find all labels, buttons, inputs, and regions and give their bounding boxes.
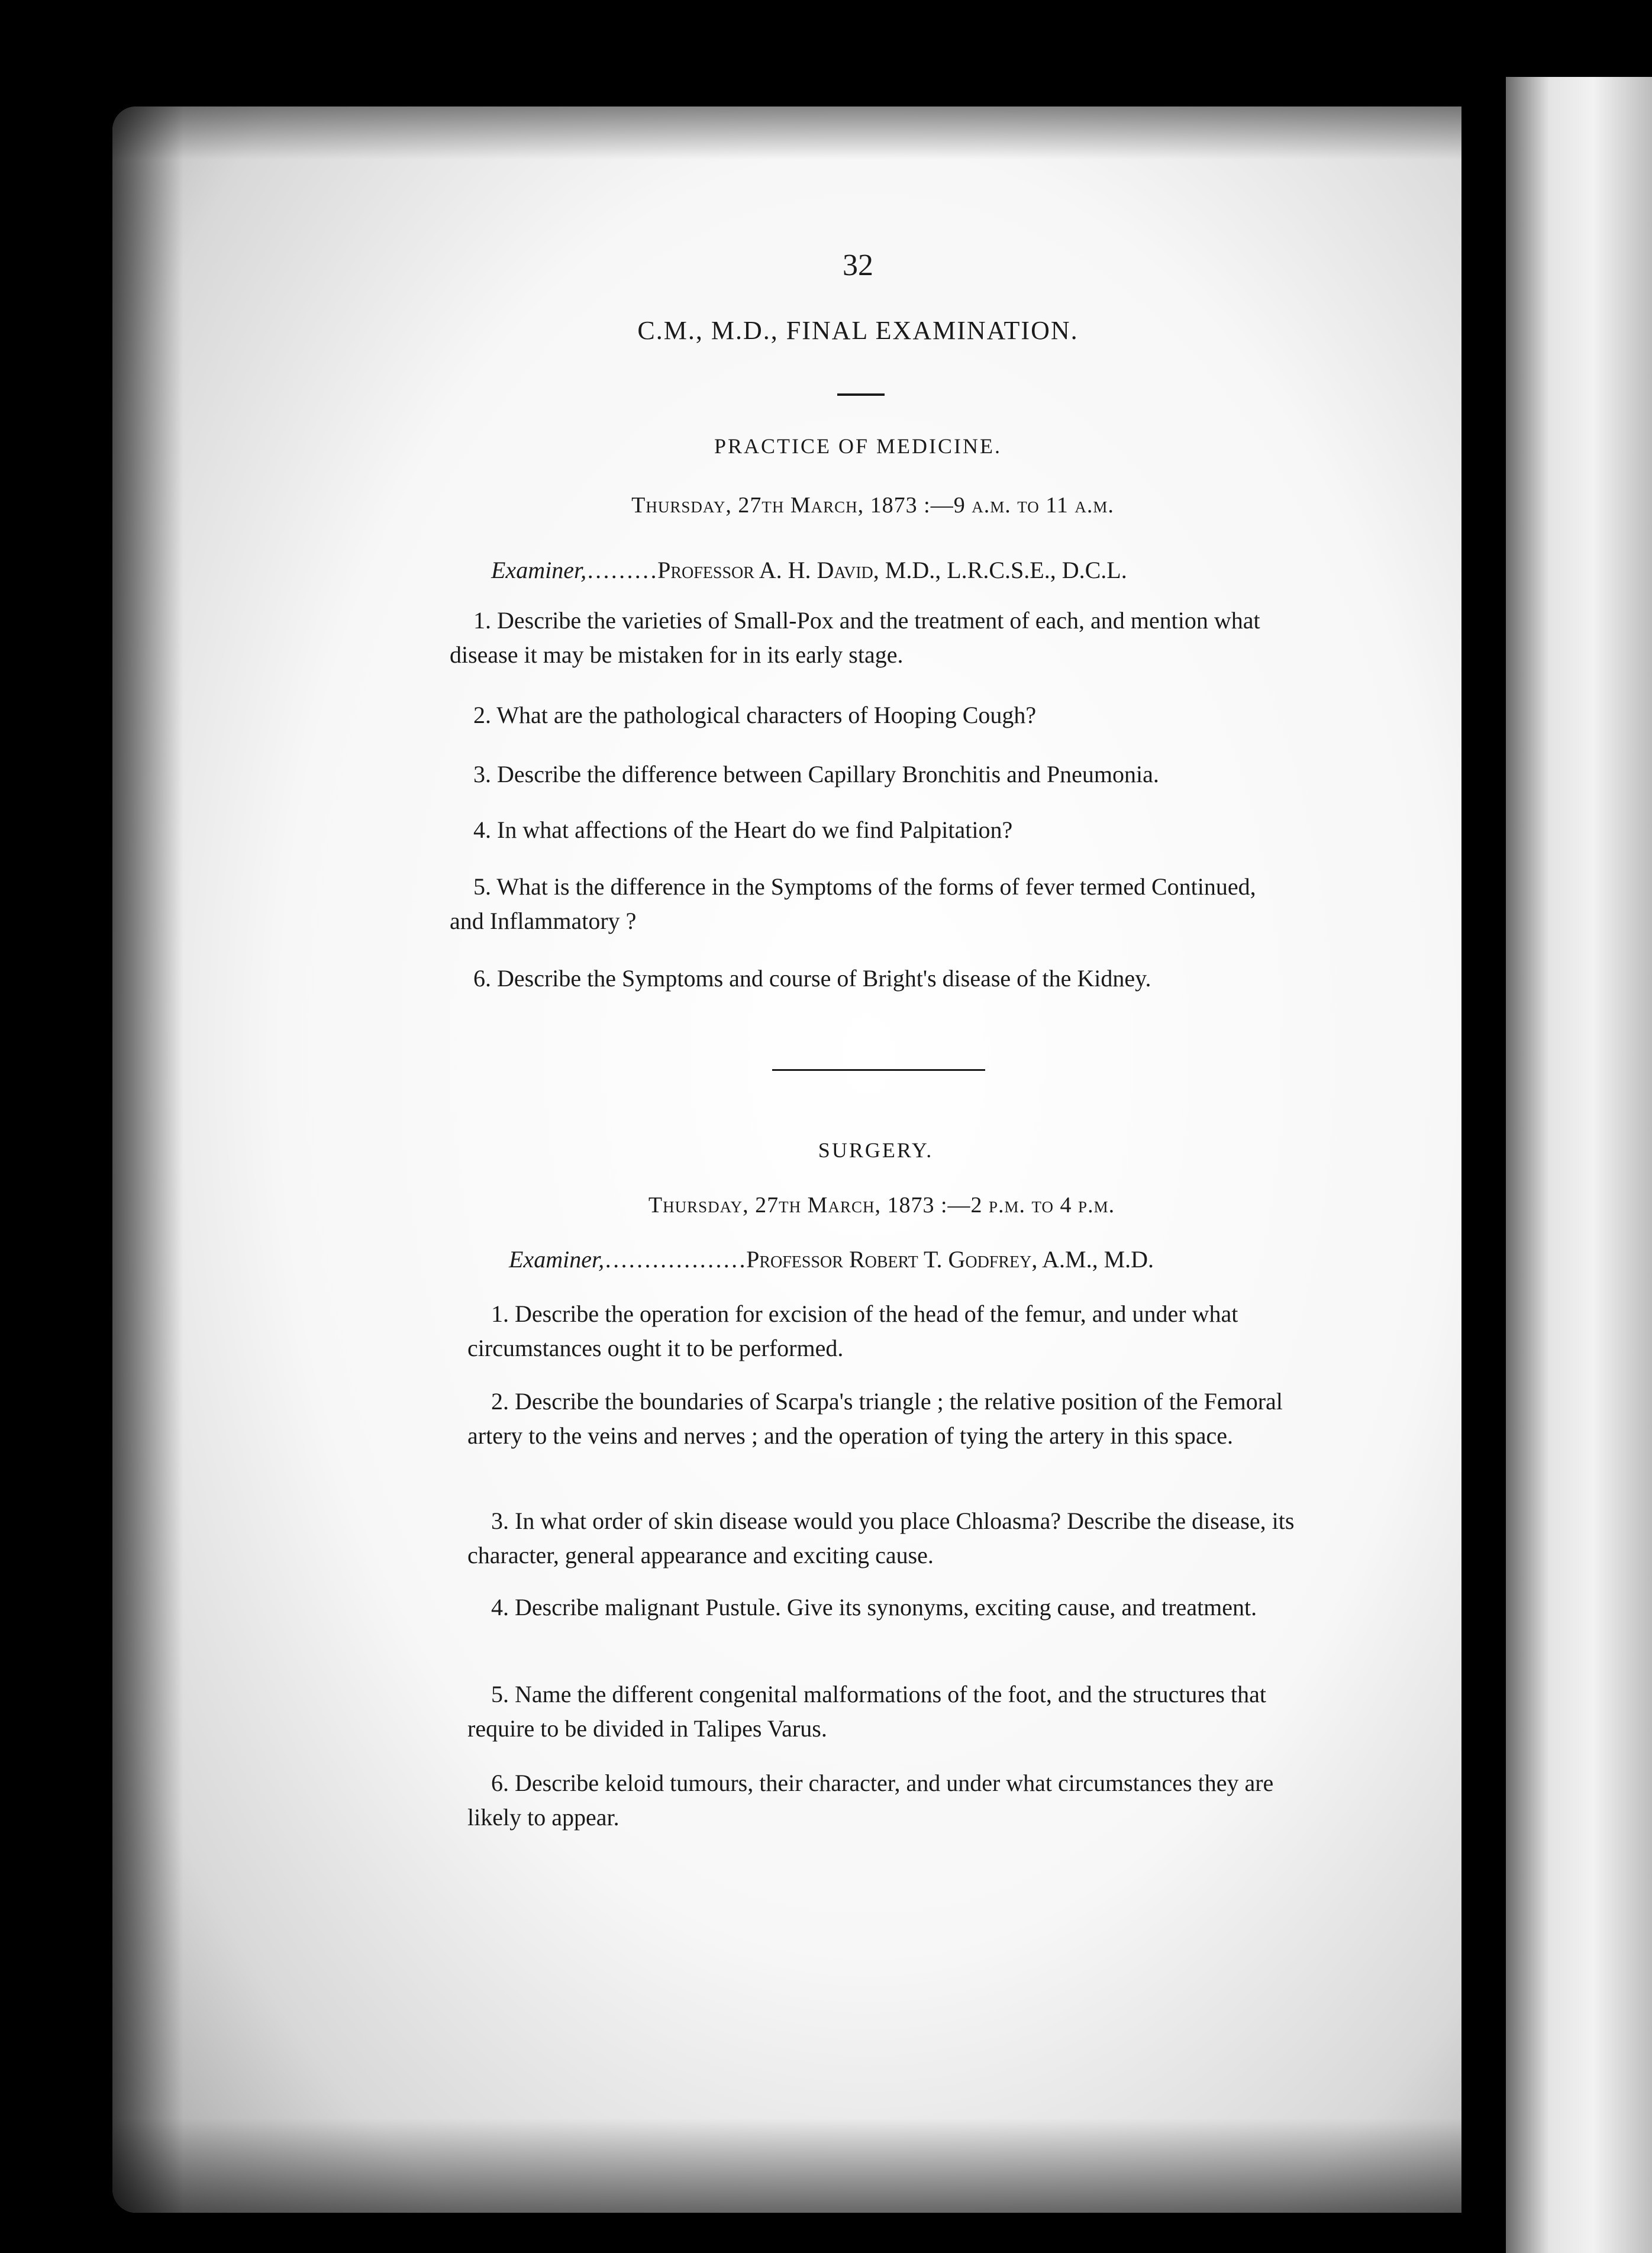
question-medicine-5: 5. What is the difference in the Symptoms of the forms of fever termed Continued, and Inflammatory ?: [450, 873, 1256, 934]
question-medicine-6: 6. Describe the Symptoms and course of Bright's disease of the Kidney.: [473, 965, 1151, 992]
section-date-surgery: Thursday, 27th March, 1873 :—2 p.m. to 4 p.m.: [648, 1193, 1115, 1218]
question-surgery-1: 1. Describe the operation for excision of the head of the femur, and under what circumstances ought it to be performed.: [467, 1300, 1238, 1361]
question-surgery-3: 3. In what order of skin disease would you place Chloasma? Describe the disease, its character, general appearance and exciting cause.: [467, 1508, 1295, 1568]
examiner-line-medicine: [491, 553, 1127, 588]
examiner-label: Examiner,: [509, 1246, 605, 1273]
question-surgery-2: 2. Describe the boundaries of Scarpa's triangle ; the relative position of the Femoral artery to the veins and nerves ; and the operation of tying the artery in this space.: [467, 1388, 1283, 1449]
page-number: 32: [843, 248, 873, 282]
question-medicine-3: 3. Describe the difference between Capillary Bronchitis and Pneumonia.: [473, 761, 1159, 787]
question-medicine-1: 1. Describe the varieties of Small-Pox and the treatment of each, and mention what disease it may be mistaken for in its early stage.: [450, 607, 1260, 668]
exam-title: C.M., M.D., FINAL EXAMINATION.: [637, 316, 1079, 345]
examiner-name: Professor Robert T. Godfrey, A.M., M.D.: [746, 1246, 1154, 1273]
examiner-line-surgery: [509, 1242, 1154, 1277]
question-surgery-5: 5. Name the different congenital malformations of the foot, and the structures that require to be divided in Talipes Varus.: [467, 1681, 1266, 1742]
question-surgery-6: 6. Describe keloid tumours, their character, and under what circumstances they are likely to appear.: [467, 1770, 1274, 1831]
question-medicine-4: 4. In what affections of the Heart do we find Palpitation?: [473, 816, 1013, 843]
section-date-medicine: Thursday, 27th March, 1873 :—9 a.m. to 11 a.m.: [631, 493, 1114, 518]
section-divider: [772, 1069, 985, 1071]
examiner-dots: ………: [586, 557, 658, 583]
question-surgery-4: 4. Describe malignant Pustule. Give its synonyms, exciting cause, and treatment.: [491, 1594, 1257, 1621]
examiner-label: Examiner,: [491, 557, 587, 583]
examiner-dots: ………………: [604, 1246, 747, 1273]
question-medicine-2: 2. What are the pathological characters of Hooping Cough?: [473, 702, 1037, 728]
section-heading-surgery: SURGERY.: [818, 1138, 934, 1162]
title-divider: [837, 393, 885, 396]
section-heading-medicine: PRACTICE OF MEDICINE.: [714, 434, 1002, 458]
examiner-name: Professor A. H. David, M.D., L.R.C.S.E., D.C.L.: [657, 557, 1127, 583]
